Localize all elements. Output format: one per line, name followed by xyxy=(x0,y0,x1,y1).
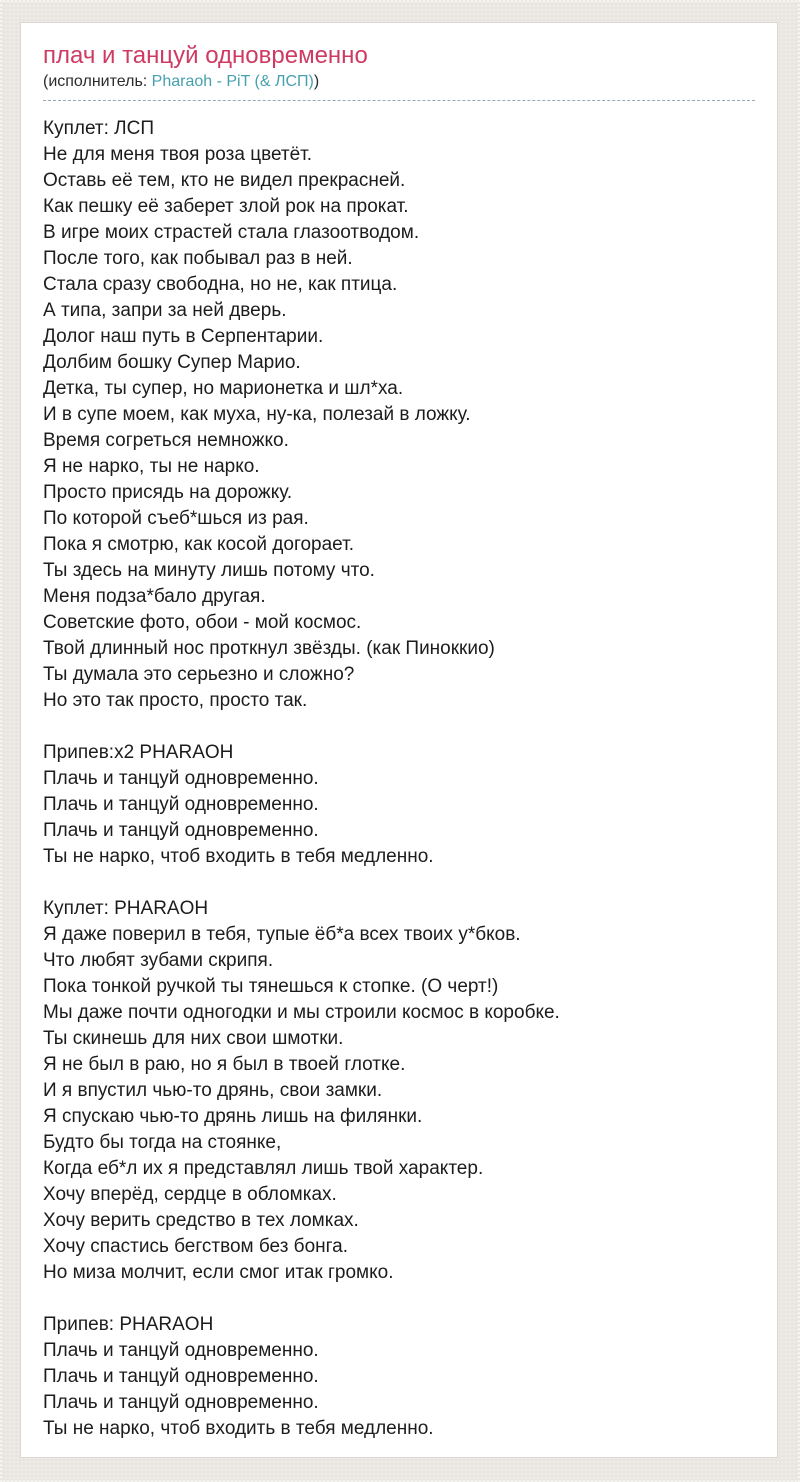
lyrics-line: Хочу верить средство в тех ломках. xyxy=(43,1210,359,1232)
lyrics-line: Ты скинешь для них свои шмотки. xyxy=(43,1028,344,1050)
lyrics-line: Я даже поверил в тебя, тупые ёб*а всех твоих у*бков. xyxy=(43,924,521,946)
lyrics-line: Хочу спастись бегством без бонга. xyxy=(43,1236,348,1258)
lyrics-line: Хочу вперёд, сердце в обломках. xyxy=(43,1184,337,1206)
lyrics-line: Ты здесь на минуту лишь потому что. xyxy=(43,560,375,582)
stanza xyxy=(43,1312,755,1442)
lyrics-line: Ты думала это серьезно и сложно? xyxy=(43,664,355,686)
lyrics-line: По которой съеб*шься из рая. xyxy=(43,508,309,530)
lyrics-line: И в супе моем, как муха, ну-ка, полезай в ложку. xyxy=(43,404,471,426)
stanza xyxy=(43,740,755,870)
lyrics-line: Куплет: ЛСП xyxy=(43,118,154,140)
lyrics-line: А типа, запри за ней дверь. xyxy=(43,300,287,322)
lyrics-line: Припев:x2 PHARAOH xyxy=(43,742,234,764)
lyrics-line: После того, как побывал раз в ней. xyxy=(43,248,353,270)
lyrics-line: Не для меня твоя роза цветёт. xyxy=(43,144,313,166)
lyrics-line: Плачь и танцуй одновременно. xyxy=(43,768,319,790)
lyrics-line: Куплет: PHARAOH xyxy=(43,898,209,920)
song-header xyxy=(43,43,755,101)
lyrics-line: Но миза молчит, если смог итак громко. xyxy=(43,1262,394,1284)
lyrics-line: Припев: PHARAOH xyxy=(43,1314,214,1336)
artist-link[interactable]: Pharaoh - PiT (& ЛСП) xyxy=(151,73,314,91)
artist-line xyxy=(43,73,755,91)
lyrics-line: Как пешку её заберет злой рок на прокат. xyxy=(43,196,409,218)
lyrics-line: В игре моих страстей стала глазоотводом. xyxy=(43,222,420,244)
lyrics-line: И я впустил чью-то дрянь, свои замки. xyxy=(43,1080,383,1102)
lyrics-line: Плачь и танцуй одновременно. xyxy=(43,794,319,816)
page-title: плач и танцуй одновременно xyxy=(43,42,368,69)
lyrics-line: Я не был в раю, но я был в твоей глотке. xyxy=(43,1054,406,1076)
stanza xyxy=(43,116,755,714)
lyrics-line: Мы даже почти одногодки и мы строили космос в коробке. xyxy=(43,1002,560,1024)
lyrics-line: Ты не нарко, чтоб входить в тебя медленно. xyxy=(43,846,434,868)
lyrics-line: Детка, ты супер, но марионетка и шл*ха. xyxy=(43,378,404,400)
lyrics-line: Когда еб*л их я представлял лишь твой характер. xyxy=(43,1158,484,1180)
lyrics-line: Я спускаю чью-то дрянь лишь на филянки. xyxy=(43,1106,423,1128)
lyrics-line: Оставь её тем, кто не видел прекрасней. xyxy=(43,170,406,192)
artist-label: (исполнитель: xyxy=(43,73,152,91)
lyrics-line: Плачь и танцуй одновременно. xyxy=(43,1366,319,1388)
lyrics-line: Просто присядь на дорожку. xyxy=(43,482,293,504)
lyrics-line: Плачь и танцуй одновременно. xyxy=(43,820,319,842)
lyrics-card xyxy=(20,22,778,1458)
lyrics-line: Плачь и танцуй одновременно. xyxy=(43,1392,319,1414)
lyrics-line: Плачь и танцуй одновременно. xyxy=(43,1340,319,1362)
lyrics-line: Пока тонкой ручкой ты тянешься к стопке. (О черт!) xyxy=(43,976,499,998)
lyrics-line: Но это так просто, просто так. xyxy=(43,690,308,712)
lyrics-line: Что любят зубами скрипя. xyxy=(43,950,274,972)
lyrics-line: Долог наш путь в Серпентарии. xyxy=(43,326,324,348)
lyrics-line: Ты не нарко, чтоб входить в тебя медленно. xyxy=(43,1418,434,1440)
lyrics-line: Будто бы тогда на стоянке, xyxy=(43,1132,282,1154)
lyrics-line: Долбим бошку Супер Марио. xyxy=(43,352,301,374)
lyrics-line: Пока я смотрю, как косой догорает. xyxy=(43,534,354,556)
lyrics-line: Я не нарко, ты не нарко. xyxy=(43,456,260,478)
lyrics-line: Стала сразу свободна, но не, как птица. xyxy=(43,274,398,296)
stanza xyxy=(43,896,755,1286)
lyrics-line: Меня подза*бало другая. xyxy=(43,586,266,608)
lyrics-text xyxy=(43,116,755,1442)
lyrics-line: Время согреться немножко. xyxy=(43,430,289,452)
artist-suffix: ) xyxy=(313,73,320,91)
lyrics-line: Твой длинный нос проткнул звёзды. (как Пиноккио) xyxy=(43,638,495,660)
lyrics-line: Советские фото, обои - мой космос. xyxy=(43,612,362,634)
